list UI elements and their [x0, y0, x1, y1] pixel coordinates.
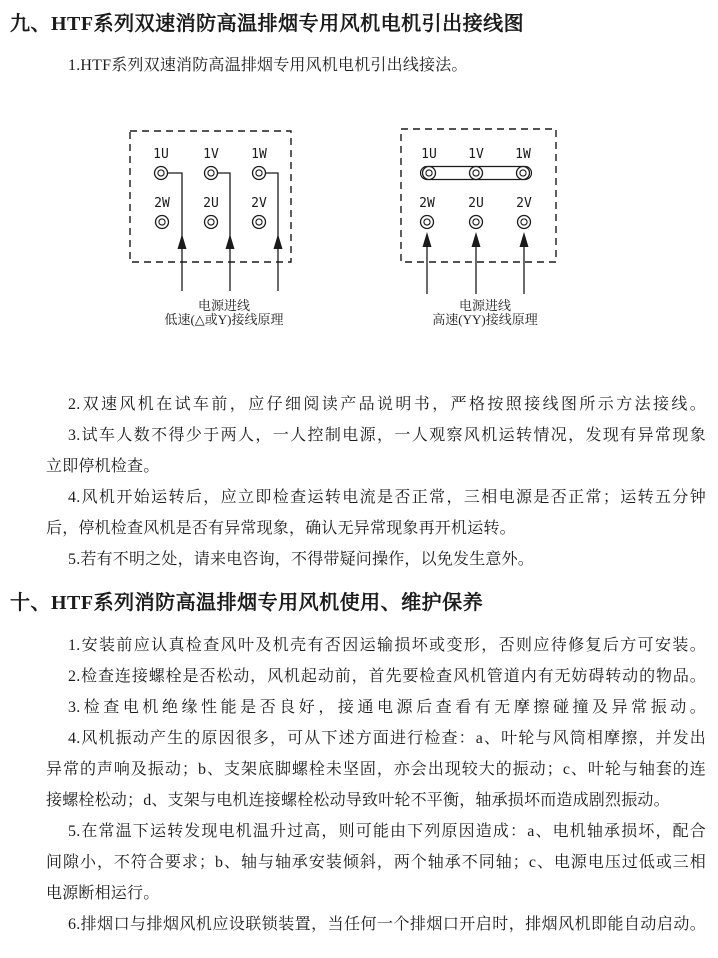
- paragraph-line: 5.在常温下运转发现电机温升过高，则可能由下列原因造成：a、电机轴承损坏，配合: [68, 823, 706, 840]
- terminal-2u: [205, 216, 218, 229]
- terminal-label-2v: 2V: [516, 196, 532, 211]
- terminal-label-1w: 1W: [251, 147, 267, 162]
- paragraph-line: 1.安装前应认真检查风叶及机壳有否因运输损坏或变形，否则应待修复后方可安装。: [68, 637, 706, 654]
- terminal-label-1v: 1V: [203, 147, 219, 162]
- terminal-1v: [205, 167, 218, 180]
- paragraph-line: 立即停机检查。: [46, 458, 160, 475]
- terminal-label-2u: 2U: [203, 196, 219, 211]
- caption-power-inlet: 电源进线: [197, 298, 250, 313]
- terminal-1u: [423, 167, 436, 180]
- terminal-label-1u: 1U: [153, 147, 169, 162]
- paragraph-line: 3.检查电机绝缘性能是否良好，接通电源后查看有无摩擦碰撞及异常振动。: [68, 699, 706, 716]
- terminal-1u: [155, 167, 168, 180]
- terminal-2v: [518, 216, 531, 229]
- paragraph-line: 异常的声响及振动；b、支架底脚螺栓未坚固，亦会出现较大的振动；c、叶轮与轴套的连: [46, 761, 706, 778]
- paragraph-line: 2.检查连接螺栓是否松动，风机起动前，首先要检查风机管道内有无妨碍转动的物品。: [68, 668, 706, 685]
- section9-intro-block: [0, 50, 718, 81]
- arrow-up-icon: [423, 232, 432, 294]
- paragraph-line: 电源断相运行。: [46, 885, 160, 902]
- arrow-up-icon: [274, 234, 283, 249]
- terminal-2w: [156, 216, 169, 229]
- paragraph-line: 6.排烟口与排烟风机应设联锁装置，当任何一个排烟口开启时，排烟风机即能自动启动。: [68, 916, 706, 933]
- terminal-label-2u: 2U: [468, 196, 484, 211]
- terminal-2u: [470, 216, 483, 229]
- terminal-label-2w: 2W: [154, 196, 170, 211]
- paragraph-line: 2.双速风机在试车前，应仔细阅读产品说明书，严格按照接线图所示方法接线。: [68, 396, 706, 413]
- terminal-label-1u: 1U: [421, 147, 437, 162]
- paragraph-line: 接螺栓松动；d、支架与电机连接螺栓松动导致叶轮不平衡，轴承损坏而造成剧烈振动。: [46, 792, 670, 809]
- section10-body: [0, 630, 718, 940]
- arrow-up-icon: [226, 234, 235, 249]
- wire-1v: [218, 173, 231, 291]
- arrow-up-icon: [472, 232, 481, 294]
- terminal-2w: [421, 216, 434, 229]
- terminal-1v: [470, 167, 483, 180]
- paragraph-line: 后，停机检查风机是否有异常现象，确认无异常现象再开机运转。: [46, 520, 516, 537]
- arrow-up-icon: [520, 232, 529, 294]
- caption-power-inlet: 电源进线: [458, 298, 511, 313]
- wire-1w: [266, 173, 279, 291]
- wire-1u: [168, 173, 183, 291]
- high-speed-caption: [385, 299, 585, 326]
- wiring-diagram-zone: [0, 81, 718, 389]
- section9-body: [0, 389, 718, 575]
- caption-connection-principle: 低速(△或Y)接线原理: [164, 311, 284, 327]
- section9-heading: 九、HTF系列双速消防高温排烟专用风机电机引出接线图: [10, 13, 525, 35]
- low-speed-caption: [124, 299, 324, 326]
- paragraph-line: 间隙小，不符合要求；b、轴与轴承安装倾斜，两个轴承不同轴；c、电源电压过低或三相: [46, 854, 706, 871]
- terminal-label-2v: 2V: [251, 196, 267, 211]
- paragraph-line: 4.风机开始运转后，应立即检查运转电流是否正常，三相电源是否正常；运转五分钟: [68, 489, 706, 506]
- section10-heading: 十、HTF系列消防高温排烟专用风机使用、维护保养: [10, 592, 484, 614]
- paragraph-line: 3.试车人数不得少于两人，一人控制电源，一人观察风机运转情况，发现有异常现象: [68, 427, 706, 444]
- terminal-label-2w: 2W: [419, 196, 435, 211]
- paragraph-line: 5.若有不明之处，请来电咨询，不得带疑问操作，以免发生意外。: [68, 551, 535, 568]
- terminal-1w: [517, 167, 530, 180]
- terminal-label-1w: 1W: [515, 147, 531, 162]
- paragraph-line: 1.HTF系列双速消防高温排烟专用风机电机引出线接法。: [68, 57, 468, 74]
- terminal-1w: [253, 167, 266, 180]
- caption-connection-principle: 高速(YY)接线原理: [432, 311, 538, 327]
- paragraph-line: 4.风机振动产生的原因很多，可从下述方面进行检查：a、叶轮与风筒相摩擦，并发出: [68, 730, 706, 747]
- arrow-up-icon: [178, 234, 187, 249]
- terminal-2v: [253, 216, 266, 229]
- terminal-label-1v: 1V: [468, 147, 484, 162]
